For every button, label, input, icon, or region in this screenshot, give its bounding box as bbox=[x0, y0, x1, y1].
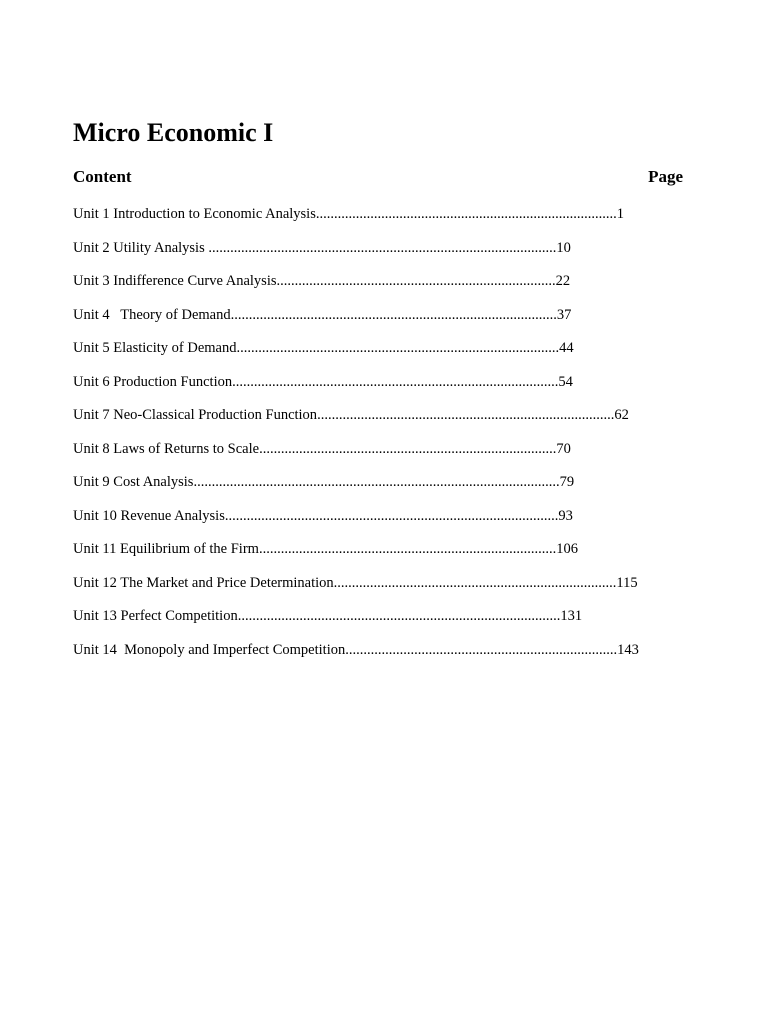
toc-entry bbox=[73, 604, 685, 638]
toc-entry-page-number: 37 bbox=[556, 306, 572, 323]
toc-entry bbox=[73, 537, 685, 571]
toc-entry bbox=[73, 269, 685, 303]
toc-content-heading: Content bbox=[73, 167, 132, 186]
toc-entry-title: Unit 9 Cost Analysis bbox=[73, 474, 194, 490]
toc-entry-leader-dots: ............................................................................. bbox=[276, 273, 556, 289]
toc-entry-page-number: 115 bbox=[616, 574, 638, 591]
toc-entry-page-number: 79 bbox=[559, 474, 575, 490]
toc-entry-leader-dots: ............................................................................................ bbox=[224, 507, 559, 524]
toc-entry-page-number: 44 bbox=[559, 340, 574, 356]
toc-entry-page-number: 93 bbox=[558, 507, 573, 524]
toc-entry bbox=[73, 303, 685, 337]
toc-entry-title: Unit 11 Equilibrium of the Firm bbox=[73, 541, 259, 557]
toc-entry-title: Unit 7 Neo-Classical Production Function bbox=[73, 407, 318, 423]
toc-entry bbox=[73, 437, 685, 471]
toc-entry-page-number: 106 bbox=[556, 541, 578, 557]
toc-entry-leader-dots: ..................................................................................................... bbox=[193, 474, 560, 490]
toc-entry-page-number: 62 bbox=[614, 407, 629, 423]
toc-entry-title: Unit 8 Laws of Returns to Scale bbox=[73, 440, 260, 457]
toc-header bbox=[73, 165, 683, 189]
toc-entry-leader-dots: ......................................................................................... bbox=[236, 340, 560, 356]
toc-entry-leader-dots: .................................................................................. bbox=[258, 541, 557, 557]
toc-entry-leader-dots: .............................................................................. bbox=[333, 574, 617, 591]
document-title: Micro Economic I bbox=[73, 118, 274, 147]
toc-entry-page-number: 22 bbox=[555, 273, 571, 289]
toc-entry-page-number: 1 bbox=[616, 206, 624, 222]
toc-entry-leader-dots: .......................................................................................... bbox=[230, 306, 557, 323]
toc-entry-title: Unit 1 Introduction to Economic Analysis bbox=[73, 206, 316, 222]
toc-entry-title: Unit 6 Production Function bbox=[73, 373, 233, 390]
toc-entry-title: Unit 3 Indifference Curve Analysis bbox=[73, 273, 277, 289]
toc-entry bbox=[73, 403, 685, 437]
toc-entry bbox=[73, 370, 685, 404]
toc-entry-page-number: 54 bbox=[558, 373, 573, 390]
toc-entry-leader-dots: ........................................................................... bbox=[345, 641, 618, 658]
toc-entry-title: Unit 13 Perfect Competition bbox=[73, 608, 238, 624]
toc-entry-title: Unit 12 The Market and Price Determination bbox=[73, 574, 334, 591]
toc-entry-title: Unit 10 Revenue Analysis bbox=[73, 507, 225, 524]
toc-entry bbox=[73, 638, 685, 672]
toc-entry-leader-dots: .................................................................................. bbox=[317, 407, 615, 423]
toc-entry-title: Unit 2 Utility Analysis bbox=[73, 239, 209, 256]
toc-entry-title: Unit 14 Monopoly and Imperfect Competition bbox=[73, 641, 346, 658]
toc-entry bbox=[73, 236, 685, 270]
toc-entry-page-number: 10 bbox=[556, 239, 571, 256]
toc-entry-page-number: 70 bbox=[556, 440, 571, 457]
toc-entry-leader-dots: .......................................................................................... bbox=[232, 373, 559, 390]
toc-entry bbox=[73, 336, 685, 370]
toc-entry bbox=[73, 470, 685, 504]
toc-entry-leader-dots: ................................................................................... bbox=[315, 206, 617, 222]
toc-entry-leader-dots: ......................................................................................... bbox=[237, 608, 561, 624]
toc-entry-leader-dots: .................................................................................. bbox=[259, 440, 557, 457]
toc-entry-title: Unit 4 Theory of Demand bbox=[73, 306, 231, 323]
table-of-contents bbox=[73, 202, 685, 671]
toc-entry bbox=[73, 571, 685, 605]
toc-entry-page-number: 143 bbox=[617, 641, 639, 658]
toc-entry-leader-dots: ................................................................................................ bbox=[208, 239, 557, 256]
toc-entry-page-number: 131 bbox=[560, 608, 583, 624]
toc-entry bbox=[73, 202, 685, 236]
toc-entry bbox=[73, 504, 685, 538]
toc-page-heading: Page bbox=[648, 167, 683, 186]
toc-entry-title: Unit 5 Elasticity of Demand bbox=[73, 340, 237, 356]
